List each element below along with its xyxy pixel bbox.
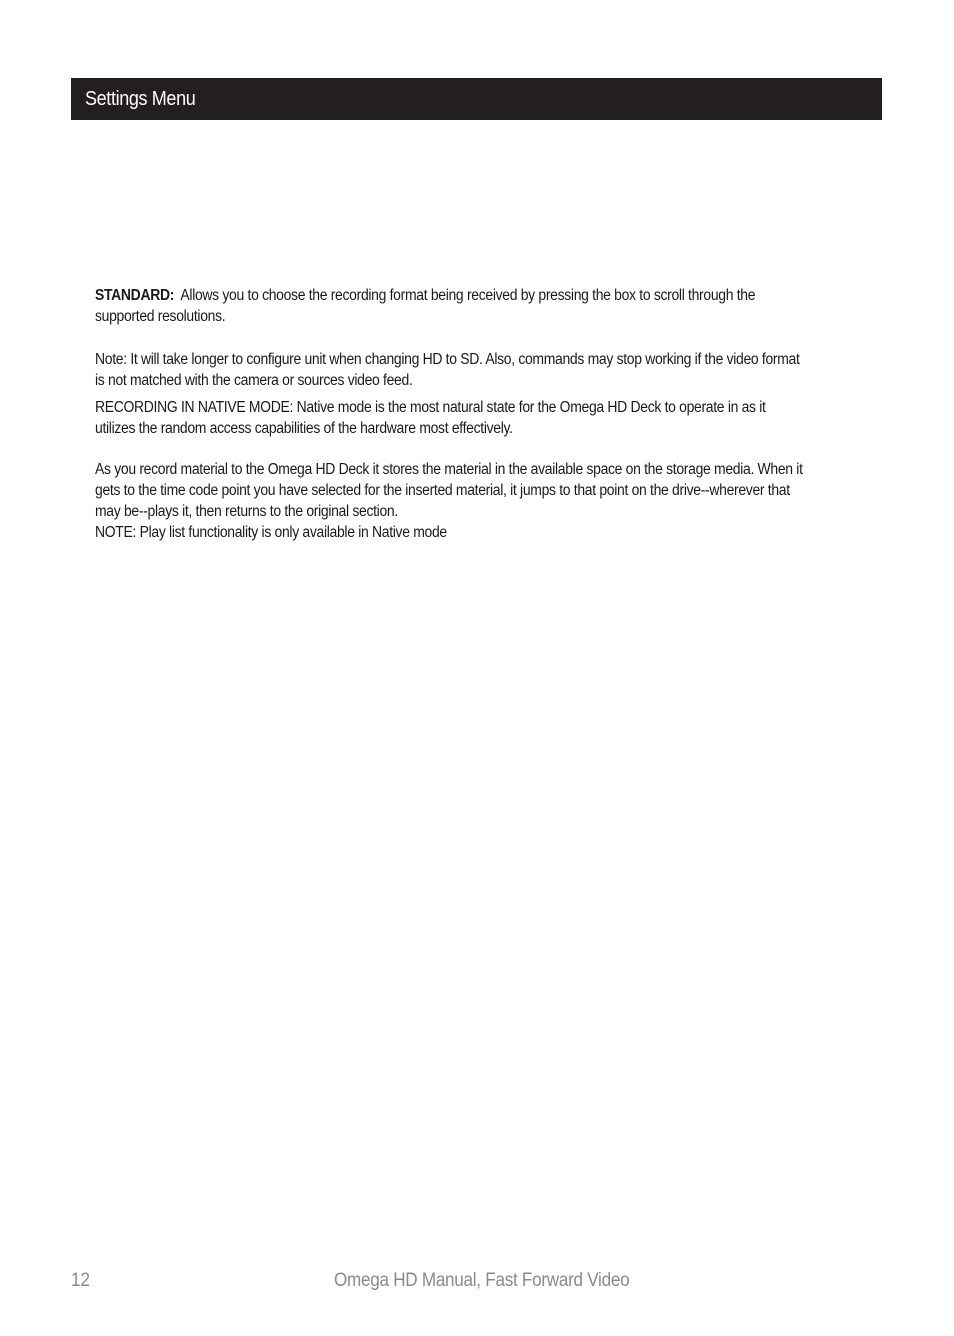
footer-manual-title: Omega HD Manual, Fast Forward Video	[334, 1270, 630, 1291]
format-note-text: Note: It will take longer to configure unit when changing HD to SD. Also, commands may stop working if the video format is not matched with the camera or sources video feed.	[95, 351, 800, 389]
section-header-bar	[71, 78, 882, 120]
standard-description: Allows you to choose the recording format being received by pressing the box to scroll through the supported resolutions.	[95, 287, 756, 325]
record-material-paragraph	[95, 459, 806, 543]
page-number: 12	[71, 1270, 91, 1291]
standard-label: STANDARD:	[95, 287, 175, 304]
native-mode-text: RECORDING IN NATIVE MODE: Native mode is the most natural state for the Omega HD Deck to operate in as it utilizes the random access capabilities of the hardware most effectively.	[95, 399, 766, 437]
playlist-note-text: NOTE: Play list functionality is only available in Native mode	[95, 524, 447, 541]
format-note-paragraph	[95, 349, 806, 391]
section-title: Settings Menu	[85, 87, 196, 110]
standard-paragraph	[95, 285, 806, 327]
native-mode-paragraph	[95, 397, 806, 439]
record-material-text: As you record material to the Omega HD Deck it stores the material in the available space on the storage media. When it gets to the time code point you have selected for the inserted material, it jumps to that point on the drive--wherever that may be--plays it, then returns to the original section.	[95, 461, 803, 520]
